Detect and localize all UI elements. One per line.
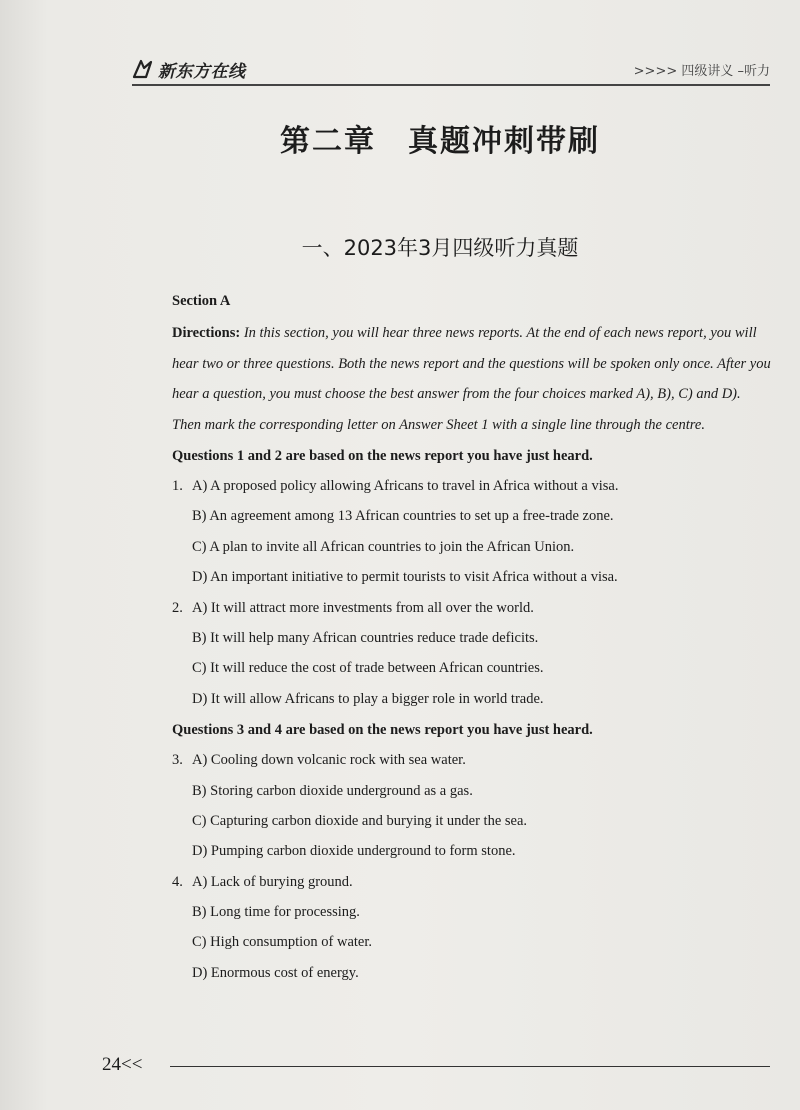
chapter-title: 第二章 真题冲刺带刷 [280, 124, 600, 159]
logo-text: 新东方在线 [158, 61, 246, 82]
question-group-1 [172, 441, 772, 714]
question-1 [172, 471, 772, 593]
option-d: D) Pumping carbon dioxide underground to form stone. [192, 843, 516, 860]
option-text: A) A proposed policy allowing Africans to travel in Africa without a visa. [192, 478, 619, 494]
option-a [172, 745, 772, 775]
page-number: 24<< [102, 1054, 143, 1075]
question-number: 1. [172, 478, 183, 494]
section-label: Section A [172, 293, 231, 309]
directions-label: Directions: [172, 325, 241, 341]
option-c: C) It will reduce the cost of trade between African countries. [192, 660, 544, 677]
option-text: A) Cooling down volcanic rock with sea water. [192, 752, 466, 769]
header-course-label: >>>> 四级讲义 –听力 [633, 64, 770, 79]
option-c: C) A plan to invite all African countries to join the African Union. [192, 538, 575, 555]
exam-content [172, 290, 772, 988]
question-number: 2. [172, 599, 183, 616]
option-b: B) Storing carbon dioxide underground as a gas. [192, 782, 473, 799]
question-2 [172, 593, 772, 715]
section-title: 一、2023年3月四级听力真题 [301, 236, 579, 260]
option-b: B) It will help many African countries reduce trade deficits. [192, 629, 539, 646]
question-group-2 [172, 715, 772, 988]
publisher-logo [132, 56, 246, 82]
directions-text: In this section, you will hear three news reports. At the end of each news report, you will hear two or three questions. Both the news report and the questions will be spoken only once. After you hear a question, you must choose the best answer from the four choices marked A), B), C) and D). Then mark the corresponding letter on Answer Sheet 1 with a single line through the centre. [172, 325, 771, 433]
option-d: D) It will allow Africans to play a bigger role in world trade. [192, 690, 544, 707]
option-text: A) Lack of burying ground. [192, 873, 353, 890]
option-c: C) High consumption of water. [192, 934, 373, 951]
option-b: B) Long time for processing. [192, 904, 360, 921]
question-number: 3. [172, 752, 183, 769]
header-divider [132, 84, 770, 86]
option-d: D) Enormous cost of energy. [192, 964, 359, 981]
option-a [172, 593, 772, 623]
question-number: 4. [172, 873, 183, 890]
option-c: C) Capturing carbon dioxide and burying it under the sea. [192, 812, 528, 829]
option-a [172, 471, 772, 501]
question-4 [172, 867, 772, 989]
question-group-heading: Questions 3 and 4 are based on the news report you have just heard. [172, 722, 593, 739]
option-text: A) It will attract more investments from all over the world. [192, 599, 534, 616]
question-3 [172, 745, 772, 867]
logo-mark-icon [132, 58, 154, 80]
directions-paragraph [172, 318, 772, 440]
question-group-heading: Questions 1 and 2 are based on the news report you have just heard. [172, 448, 593, 464]
footer-divider [170, 1066, 770, 1067]
option-b: B) An agreement among 13 African countries to set up a free-trade zone. [192, 508, 614, 525]
option-d: D) An important initiative to permit tourists to visit Africa without a visa. [192, 569, 618, 586]
option-a [172, 867, 772, 897]
page-header [132, 56, 770, 84]
